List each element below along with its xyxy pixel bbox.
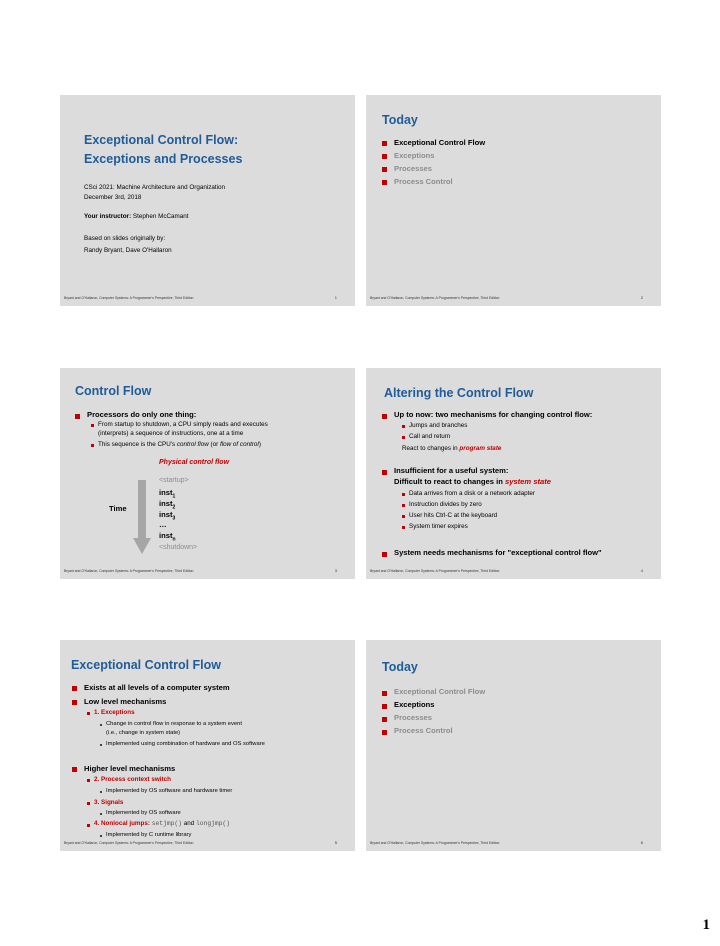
bullet-text: Insufficient for a useful system:	[394, 466, 509, 475]
text-part: )	[258, 441, 261, 448]
bullet-text: System needs mechanisms for "exceptional control flow"	[394, 548, 602, 557]
inst-sub: 3	[172, 515, 176, 522]
slide-footer: Bryant and O'Hallaron, Computer Systems: A Programmer's Perspective, Third Edition	[64, 569, 194, 573]
tertiary-text: Implemented by OS software and hardware timer	[106, 788, 233, 794]
sub-bullet-marker	[402, 526, 405, 529]
sub-bullet-marker	[91, 424, 94, 427]
slide-1	[60, 95, 355, 306]
slide-title: Today	[382, 660, 418, 674]
slide-5	[60, 640, 355, 851]
slide-number: 1	[334, 295, 337, 300]
physical-control-flow-label: Physical control flow	[159, 459, 230, 466]
bullet-marker	[382, 704, 387, 709]
sub-bullet-text	[98, 441, 261, 448]
tertiary-bullet-marker	[100, 791, 102, 793]
tertiary-bullet-marker	[100, 813, 102, 815]
agenda-item: Exceptional Control Flow	[394, 138, 486, 147]
tertiary-text: Implemented using combination of hardware and OS software	[106, 741, 265, 747]
sub-bullet-marker	[87, 712, 90, 715]
sub-bullet-marker	[402, 425, 405, 428]
course-name: CSci 2021: Machine Architecture and Organization	[84, 184, 226, 191]
text-em: control flow	[176, 441, 209, 448]
slide-2	[366, 95, 661, 306]
sub-bullet-marker	[87, 824, 90, 827]
tertiary-bullet-marker	[100, 744, 102, 746]
bullet-marker	[382, 167, 387, 172]
sub-bullet-marker	[91, 444, 94, 447]
time-label: Time	[109, 504, 127, 513]
slide-number: 4	[640, 568, 643, 573]
sub-bullet-marker	[402, 504, 405, 507]
inst-sub: n	[172, 536, 176, 543]
text-part: React to changes in	[402, 445, 460, 452]
tertiary-bullet-marker	[100, 835, 102, 837]
sub-bullet-text: (interprets) a sequence of instructions, one at a time	[98, 430, 244, 437]
bullet-marker	[72, 686, 77, 691]
bullet-marker	[382, 717, 387, 722]
text-em: flow of control	[219, 441, 259, 448]
startup-label: <startup>	[159, 477, 189, 484]
slide-6	[366, 640, 661, 851]
mechanism-nonlocal-jumps	[94, 820, 230, 827]
sub-bullet-marker	[402, 493, 405, 496]
slide-number: 5	[334, 840, 337, 845]
react-line	[402, 445, 501, 452]
bullet-marker	[382, 470, 387, 475]
bullet-marker	[382, 691, 387, 696]
time-arrow-icon	[132, 480, 152, 556]
slide-footer: Bryant and O'Hallaron, Computer Systems: A Programmer's Perspective, Third Edition	[370, 841, 500, 845]
slide-title: Control Flow	[75, 384, 152, 398]
bullet-marker	[382, 414, 387, 419]
slide-footer: Bryant and O'Hallaron, Computer Systems: A Programmer's Perspective, Third Edition	[370, 296, 500, 300]
sub-bullet-text: Call and return	[409, 433, 451, 440]
tertiary-text: (i.e., change in system state)	[106, 730, 181, 736]
lecture-date: December 3rd, 2018	[84, 194, 142, 201]
agenda-item: Process Control	[394, 726, 453, 735]
slide-3	[60, 368, 355, 579]
sub-bullet-marker	[87, 802, 90, 805]
inst-2	[159, 499, 175, 511]
bullet-marker	[382, 730, 387, 735]
sub-bullet-text: Data arrives from a disk or a network adapter	[409, 490, 535, 497]
text-part: 4. Nonlocal jumps:	[94, 820, 150, 827]
slide-number: 3	[334, 568, 337, 573]
inst-label: inst	[159, 510, 173, 519]
instructor-label: Your instructor:	[84, 213, 132, 220]
inst-label: inst	[159, 531, 173, 540]
text-em: system state	[504, 477, 551, 486]
instructor-name: Stephen McCamant	[131, 213, 189, 220]
code-longjmp: longjmp()	[195, 820, 230, 827]
text-em: program state	[459, 445, 502, 452]
agenda-item: Exceptional Control Flow	[394, 687, 486, 696]
text-part: (or	[208, 441, 220, 448]
bullet-marker	[382, 552, 387, 557]
sub-bullet-text: System timer expires	[409, 523, 468, 530]
bullet-marker	[382, 141, 387, 146]
code-setjmp: setjmp()	[151, 820, 182, 827]
bullet-text: Higher level mechanisms	[84, 764, 176, 773]
slide-footer: Bryant and O'Hallaron, Computer Systems: A Programmer's Perspective, Third Edition	[64, 296, 194, 300]
mechanism-signals: 3. Signals	[94, 799, 124, 806]
slide-4	[366, 368, 661, 579]
authors: Randy Bryant, Dave O'Hallaron	[84, 247, 172, 254]
sub-bullet-marker	[402, 515, 405, 518]
slide-number: 6	[640, 840, 643, 845]
bullet-marker	[72, 767, 77, 772]
agenda-item: Processes	[394, 164, 432, 173]
agenda-item: Exceptions	[394, 151, 435, 160]
sub-bullet-text: Jumps and branches	[409, 422, 468, 429]
mechanism-context-switch: 2. Process context switch	[94, 776, 171, 783]
tertiary-text: Implemented by OS software	[106, 810, 181, 816]
sub-bullet-text: Instruction divides by zero	[409, 501, 482, 508]
agenda-item: Processes	[394, 713, 432, 722]
bullet-marker	[382, 180, 387, 185]
mechanism-exceptions: 1. Exceptions	[94, 709, 135, 716]
bullet-marker	[75, 414, 80, 419]
shutdown-label: <shutdown>	[159, 544, 198, 551]
slide-number: 2	[640, 295, 643, 300]
text-part: Difficult to react to changes in	[394, 477, 505, 486]
slide-title-line1: Exceptional Control Flow:	[84, 133, 239, 147]
inst-ellipsis: …	[159, 520, 167, 529]
inst-n	[159, 531, 176, 543]
inst-sub: 2	[172, 504, 176, 511]
inst-label: inst	[159, 499, 173, 508]
agenda-item: Exceptions	[394, 700, 435, 709]
based-on: Based on slides originally by:	[84, 235, 166, 242]
sub-bullet-text: From startup to shutdown, a CPU simply reads and executes	[98, 421, 268, 428]
inst-label: inst	[159, 488, 173, 497]
slide-title-line2: Exceptions and Processes	[84, 152, 243, 166]
tertiary-text: Implemented by C runtime library	[106, 832, 192, 838]
inst-sub: 1	[172, 493, 176, 500]
bullet-text: Processors do only one thing:	[87, 410, 197, 419]
slide-footer: Bryant and O'Hallaron, Computer Systems: A Programmer's Perspective, Third Edition	[64, 841, 194, 845]
inst-1	[159, 488, 175, 500]
instructor-line	[84, 213, 189, 220]
tertiary-bullet-marker	[100, 724, 102, 726]
bullet-text: Exists at all levels of a computer system	[84, 683, 230, 692]
text-part: This sequence is the CPU's	[98, 441, 177, 448]
bullet-marker	[72, 700, 77, 705]
bullet-text: Low level mechanisms	[84, 697, 167, 706]
tertiary-text: Change in control flow in response to a system event	[106, 721, 242, 727]
text-part: and	[181, 820, 196, 827]
sub-bullet-marker	[402, 436, 405, 439]
sub-bullet-text: User hits Ctrl-C at the keyboard	[409, 512, 498, 519]
bullet-text: Up to now: two mechanisms for changing control flow:	[394, 410, 593, 419]
slide-footer: Bryant and O'Hallaron, Computer Systems: A Programmer's Perspective, Third Edition	[370, 569, 500, 573]
slide-title: Exceptional Control Flow	[71, 658, 222, 672]
bullet-marker	[382, 154, 387, 159]
slide-title: Altering the Control Flow	[384, 386, 534, 400]
agenda-item: Process Control	[394, 177, 453, 186]
sub-bullet-marker	[87, 779, 90, 782]
page-number: 1	[702, 917, 710, 933]
bullet-text	[394, 477, 551, 486]
slide-title: Today	[382, 113, 418, 127]
